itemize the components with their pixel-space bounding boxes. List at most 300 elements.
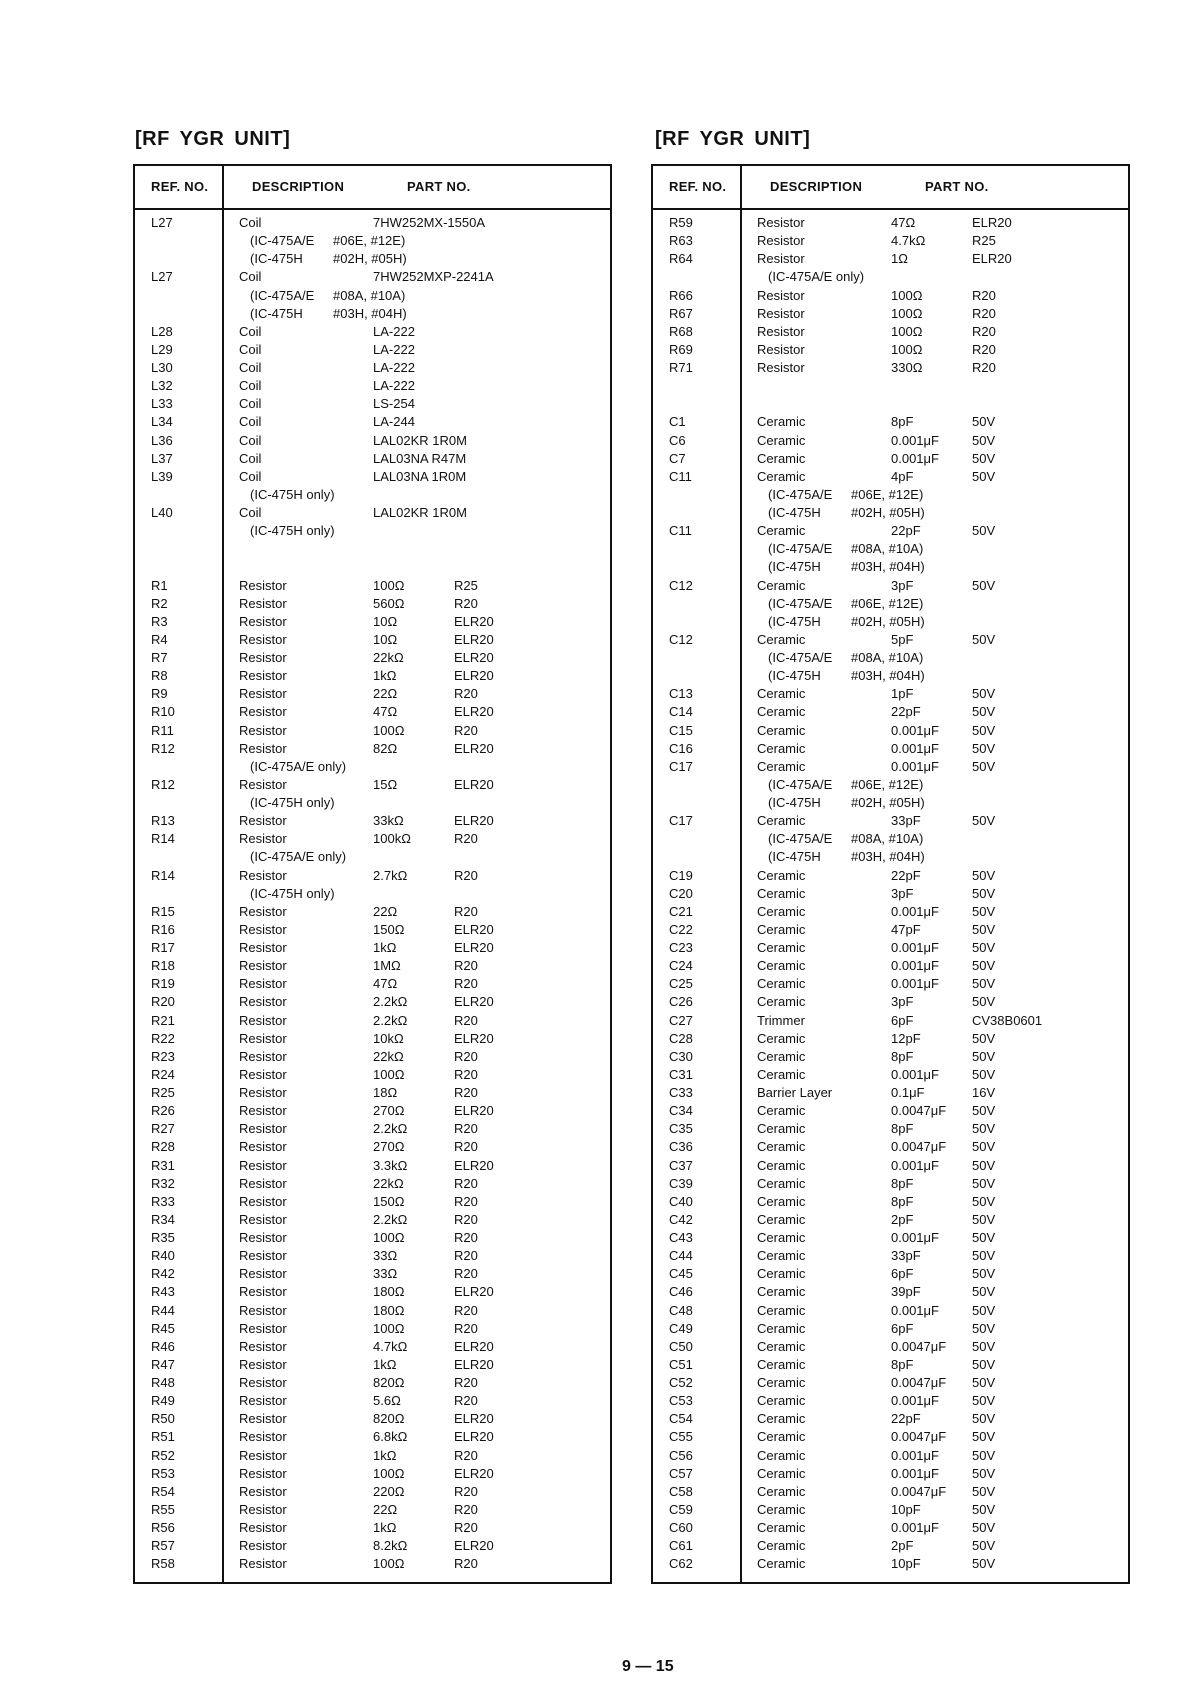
ref-no: R3 xyxy=(151,613,168,629)
value: 1pF xyxy=(891,686,914,702)
description: Ceramic xyxy=(757,704,806,720)
description: Resistor xyxy=(239,867,287,883)
ref-no: C45 xyxy=(669,1266,693,1282)
description: Resistor xyxy=(239,1338,287,1354)
part-no: 50V xyxy=(972,976,996,992)
description: Resistor xyxy=(239,903,287,919)
table-row xyxy=(653,1374,1128,1392)
value: 100Ω xyxy=(891,305,923,321)
description: Resistor xyxy=(239,740,287,756)
description: Ceramic xyxy=(757,1429,806,1445)
description: Resistor xyxy=(239,1483,287,1499)
table-row xyxy=(135,1356,610,1374)
description: Resistor xyxy=(239,1501,287,1517)
part-no: R20 xyxy=(972,305,996,321)
version-codes: #03H, #04H) xyxy=(851,849,925,865)
part-no: ELR20 xyxy=(454,994,494,1010)
model-note-row xyxy=(653,776,1128,794)
part-no: 50V xyxy=(972,958,996,974)
description: Ceramic xyxy=(757,1266,806,1282)
value: 33pF xyxy=(891,813,921,829)
table-row xyxy=(653,867,1128,885)
table-row xyxy=(135,1229,610,1247)
table-row xyxy=(653,214,1128,232)
description: Resistor xyxy=(239,722,287,738)
table-row xyxy=(135,776,610,794)
ref-no: R15 xyxy=(151,903,175,919)
description: Coil xyxy=(239,450,262,466)
table-row xyxy=(653,359,1128,377)
table-row xyxy=(653,1356,1128,1374)
part-no: 50V xyxy=(972,921,996,937)
description: Ceramic xyxy=(757,1411,806,1427)
ref-no: C59 xyxy=(669,1501,693,1517)
value: 10pF xyxy=(891,1501,921,1517)
ref-no: R58 xyxy=(151,1556,175,1572)
ref-no: C36 xyxy=(669,1139,693,1155)
description: Ceramic xyxy=(757,813,806,829)
table-row xyxy=(135,613,610,631)
table-row xyxy=(653,250,1128,268)
model-note-row xyxy=(653,268,1128,286)
part-no: 50V xyxy=(972,1356,996,1372)
part-no: 50V xyxy=(972,686,996,702)
table-row xyxy=(653,1283,1128,1301)
description: Coil xyxy=(239,341,262,357)
part-no: ELR20 xyxy=(454,650,494,665)
table-row xyxy=(653,921,1128,939)
value: 0.0047μF xyxy=(891,1338,947,1354)
ref-no: R69 xyxy=(669,341,693,357)
table-row xyxy=(653,341,1128,359)
part-no: 50V xyxy=(972,1211,996,1227)
value: 33pF xyxy=(891,1248,921,1264)
parts-table-right xyxy=(651,164,1130,1584)
value: 0.0047μF xyxy=(891,1375,947,1390)
model-note-row xyxy=(653,540,1128,558)
model-note-row xyxy=(135,848,610,866)
value: 22Ω xyxy=(373,903,398,919)
part-no: ELR20 xyxy=(454,1338,494,1354)
ref-no: C20 xyxy=(669,885,693,901)
value: 180Ω xyxy=(373,1284,405,1300)
ref-no: R48 xyxy=(151,1375,175,1390)
part-no: R20 xyxy=(454,1520,478,1535)
description: Ceramic xyxy=(757,1030,806,1046)
blank-row xyxy=(653,395,1128,413)
ref-no: R11 xyxy=(151,722,174,738)
table-row xyxy=(135,1302,610,1320)
part-no: 50V xyxy=(972,1030,996,1046)
table-row xyxy=(135,359,610,377)
part-no: ELR20 xyxy=(454,940,494,955)
table-row xyxy=(653,1410,1128,1428)
value: 100Ω xyxy=(373,1066,405,1082)
value: 47pF xyxy=(891,921,921,937)
description: Resistor xyxy=(239,1248,287,1264)
description: Ceramic xyxy=(757,686,806,702)
description: Resistor xyxy=(239,958,287,974)
value: 39pF xyxy=(891,1284,921,1300)
table-row xyxy=(135,1501,610,1519)
value: 1kΩ xyxy=(373,668,397,684)
part-no: ELR20 xyxy=(454,1356,494,1372)
ref-no: C56 xyxy=(669,1447,693,1463)
ref-no: R14 xyxy=(151,831,175,847)
value: 0.001μF xyxy=(891,1393,939,1409)
description: Ceramic xyxy=(757,1066,806,1082)
part-no: R20 xyxy=(972,323,996,339)
table-row xyxy=(653,1428,1128,1446)
ref-no: C33 xyxy=(669,1085,693,1100)
description: Ceramic xyxy=(757,1157,806,1173)
table-row xyxy=(135,395,610,413)
table-row xyxy=(135,1066,610,1084)
ref-no: R20 xyxy=(151,994,175,1010)
table-row xyxy=(135,1048,610,1066)
description: Resistor xyxy=(239,1048,287,1064)
table-row xyxy=(135,377,610,395)
value: 18Ω xyxy=(373,1085,398,1100)
table-row xyxy=(653,1084,1128,1102)
description: Resistor xyxy=(757,305,805,321)
value: 180Ω xyxy=(373,1302,405,1318)
ref-no: L39 xyxy=(151,468,173,484)
part-no: 50V xyxy=(972,450,996,466)
ref-no: R44 xyxy=(151,1302,175,1318)
model-note-row xyxy=(135,522,610,540)
table-row xyxy=(135,1537,610,1555)
ref-no: R16 xyxy=(151,921,175,937)
part-no: R20 xyxy=(454,1266,478,1282)
part-no: ELR20 xyxy=(454,813,494,829)
ref-no: C40 xyxy=(669,1193,693,1209)
ref-no: C42 xyxy=(669,1211,693,1227)
model-note: (IC-475A/E xyxy=(768,595,833,611)
header-part-no: PART NO. xyxy=(925,179,989,194)
part-no: 50V xyxy=(972,813,996,829)
value: 82Ω xyxy=(373,740,398,756)
part-no: ELR20 xyxy=(454,1538,494,1554)
ref-no: C30 xyxy=(669,1048,693,1064)
table-row xyxy=(135,450,610,468)
description: Coil xyxy=(239,468,262,484)
value: 1kΩ xyxy=(373,1520,397,1535)
ref-no: R50 xyxy=(151,1411,175,1427)
model-note: (IC-475H only) xyxy=(250,486,335,502)
value: 15Ω xyxy=(373,776,398,792)
model-note: (IC-475A/E xyxy=(768,650,833,665)
value: 0.001μF xyxy=(891,940,939,955)
part-no: R20 xyxy=(454,1066,478,1082)
table-row xyxy=(653,522,1128,540)
description: Resistor xyxy=(239,776,287,792)
ref-no: C1 xyxy=(669,414,686,430)
ref-no: R68 xyxy=(669,323,693,339)
value: 2.2kΩ xyxy=(373,1121,408,1137)
description: Resistor xyxy=(239,1465,287,1481)
version-codes: #06E, #12E) xyxy=(851,595,924,611)
description: Resistor xyxy=(239,1520,287,1535)
table-row xyxy=(135,1193,610,1211)
model-note-row xyxy=(135,758,610,776)
table-row xyxy=(653,1447,1128,1465)
value: 0.001μF xyxy=(891,1520,939,1535)
ref-no: R54 xyxy=(151,1483,175,1499)
value: 1kΩ xyxy=(373,1447,397,1463)
table-row xyxy=(653,758,1128,776)
description: Ceramic xyxy=(757,958,806,974)
description: Resistor xyxy=(239,1284,287,1300)
part-no: R20 xyxy=(454,1483,478,1499)
table-row xyxy=(653,323,1128,341)
table-row xyxy=(135,703,610,721)
ref-no: R1 xyxy=(151,577,168,593)
description: Ceramic xyxy=(757,976,806,992)
part-no: 50V xyxy=(972,1393,996,1409)
section-title-left: [RF YGR UNIT] xyxy=(135,128,291,150)
value: 820Ω xyxy=(373,1375,405,1390)
value: 22kΩ xyxy=(373,1175,404,1191)
value: 7HW252MX-1550A xyxy=(373,215,485,230)
value: 0.001μF xyxy=(891,1465,939,1481)
model-note-row xyxy=(653,595,1128,613)
value: 0.001μF xyxy=(891,450,939,466)
table-row xyxy=(653,1392,1128,1410)
table-row xyxy=(135,975,610,993)
value: 10Ω xyxy=(373,631,398,647)
description: Resistor xyxy=(239,1193,287,1209)
value: LA-244 xyxy=(373,414,415,430)
model-note: (IC-475H xyxy=(768,668,821,684)
value: 22pF xyxy=(891,704,921,720)
table-row xyxy=(653,1465,1128,1483)
table-row xyxy=(135,1283,610,1301)
description: Resistor xyxy=(239,1066,287,1082)
description: Resistor xyxy=(239,994,287,1010)
description: Ceramic xyxy=(757,1538,806,1554)
ref-no: R35 xyxy=(151,1230,175,1245)
part-no: R20 xyxy=(972,341,996,357)
value: 8pF xyxy=(891,1356,914,1372)
description: Resistor xyxy=(239,1375,287,1390)
ref-no: R27 xyxy=(151,1121,175,1137)
table-body xyxy=(135,214,610,1573)
table-row xyxy=(653,1229,1128,1247)
ref-no: R7 xyxy=(151,650,168,665)
description: Coil xyxy=(239,360,262,375)
value: 0.0047μF xyxy=(891,1483,947,1499)
ref-no: L34 xyxy=(151,414,173,430)
description: Resistor xyxy=(239,1266,287,1282)
model-note: (IC-475H xyxy=(768,795,821,810)
ref-no: C50 xyxy=(669,1338,693,1354)
value: 0.001μF xyxy=(891,903,939,919)
table-row xyxy=(135,722,610,740)
table-header xyxy=(653,166,1128,210)
part-no: ELR20 xyxy=(454,668,494,684)
ref-no: C24 xyxy=(669,958,693,974)
table-row xyxy=(653,1102,1128,1120)
value: 0.001μF xyxy=(891,740,939,756)
value: 4.7kΩ xyxy=(373,1338,408,1354)
table-row xyxy=(653,722,1128,740)
description: Coil xyxy=(239,414,262,430)
description: Coil xyxy=(239,269,262,285)
value: 22kΩ xyxy=(373,650,404,665)
model-note-row xyxy=(135,305,610,323)
ref-no: R56 xyxy=(151,1520,175,1535)
version-codes: #06E, #12E) xyxy=(333,233,406,249)
description: Ceramic xyxy=(757,1338,806,1354)
table-row xyxy=(135,957,610,975)
part-no: ELR20 xyxy=(454,1411,494,1427)
value: 100Ω xyxy=(373,1465,405,1481)
table-row xyxy=(653,1302,1128,1320)
part-no: R20 xyxy=(454,1393,478,1409)
model-note: (IC-475H xyxy=(250,251,303,267)
ref-no: R49 xyxy=(151,1393,175,1409)
part-no: 50V xyxy=(972,432,996,448)
ref-no: R18 xyxy=(151,958,175,974)
part-no: 50V xyxy=(972,1538,996,1554)
table-header xyxy=(135,166,610,210)
part-no: 16V xyxy=(972,1085,996,1100)
ref-no: R51 xyxy=(151,1429,175,1445)
value: 100Ω xyxy=(373,1230,405,1245)
value: 560Ω xyxy=(373,595,405,611)
value: 3.3kΩ xyxy=(373,1157,408,1173)
table-row xyxy=(653,1193,1128,1211)
table-row xyxy=(653,1211,1128,1229)
part-no: ELR20 xyxy=(454,776,494,792)
description: Resistor xyxy=(239,1429,287,1445)
part-no: 50V xyxy=(972,1284,996,1300)
value: 100Ω xyxy=(373,722,405,738)
part-no: 50V xyxy=(972,1429,996,1445)
part-no: 50V xyxy=(972,867,996,883)
model-note-row xyxy=(653,504,1128,522)
value: 6pF xyxy=(891,1266,914,1282)
part-no: 50V xyxy=(972,722,996,738)
part-no: 50V xyxy=(972,1501,996,1517)
part-no: 50V xyxy=(972,885,996,901)
value: LAL02KR 1R0M xyxy=(373,432,467,448)
table-row xyxy=(653,703,1128,721)
description: Resistor xyxy=(239,940,287,955)
part-no: R20 xyxy=(454,1447,478,1463)
value: 1kΩ xyxy=(373,1356,397,1372)
table-row xyxy=(653,740,1128,758)
model-note-row xyxy=(653,486,1128,504)
ref-no: R57 xyxy=(151,1538,175,1554)
value: 2pF xyxy=(891,1538,914,1554)
description: Resistor xyxy=(239,1538,287,1554)
description: Ceramic xyxy=(757,1175,806,1191)
value: 4.7kΩ xyxy=(891,233,926,249)
value: 22pF xyxy=(891,1411,921,1427)
part-no: 50V xyxy=(972,758,996,774)
ref-no: L37 xyxy=(151,450,173,466)
description: Resistor xyxy=(239,813,287,829)
part-no: R20 xyxy=(454,1012,478,1028)
table-row xyxy=(653,1175,1128,1193)
ref-no: L30 xyxy=(151,360,173,375)
table-row xyxy=(653,975,1128,993)
ref-no: R34 xyxy=(151,1211,175,1227)
description: Resistor xyxy=(239,1012,287,1028)
model-note-row xyxy=(135,287,610,305)
description: Ceramic xyxy=(757,1320,806,1336)
description: Resistor xyxy=(239,1157,287,1173)
part-no: 50V xyxy=(972,1048,996,1064)
ref-no: L36 xyxy=(151,432,173,448)
value: 330Ω xyxy=(891,360,923,375)
ref-no: C57 xyxy=(669,1465,693,1481)
part-no: R20 xyxy=(454,1556,478,1572)
model-note: (IC-475H xyxy=(768,559,821,575)
blank-row xyxy=(135,558,610,576)
table-body xyxy=(653,214,1128,1573)
description: Resistor xyxy=(239,1320,287,1336)
part-no: 50V xyxy=(972,704,996,720)
description: Ceramic xyxy=(757,432,806,448)
description: Resistor xyxy=(239,631,287,647)
value: 10Ω xyxy=(373,613,398,629)
description: Ceramic xyxy=(757,1211,806,1227)
header-description: DESCRIPTION xyxy=(252,179,345,194)
ref-no: C28 xyxy=(669,1030,693,1046)
value: 10kΩ xyxy=(373,1030,404,1046)
ref-no: R46 xyxy=(151,1338,175,1354)
value: 8pF xyxy=(891,1048,914,1064)
part-no: R20 xyxy=(454,1193,478,1209)
part-no: 50V xyxy=(972,577,996,593)
table-row xyxy=(135,1084,610,1102)
table-row xyxy=(653,993,1128,1011)
value: 6pF xyxy=(891,1320,914,1336)
ref-no: C34 xyxy=(669,1103,693,1119)
ref-no: C17 xyxy=(669,813,693,829)
version-codes: #06E, #12E) xyxy=(851,776,924,792)
description: Ceramic xyxy=(757,903,806,919)
value: LA-222 xyxy=(373,378,415,394)
part-no: CV38B0601 xyxy=(972,1012,1043,1028)
table-row xyxy=(135,1120,610,1138)
part-no: R20 xyxy=(972,360,996,375)
ref-no: C11 xyxy=(669,468,692,484)
part-no: R25 xyxy=(454,577,478,593)
description: Resistor xyxy=(239,1211,287,1227)
ref-no: C16 xyxy=(669,740,693,756)
description: Trimmer xyxy=(757,1012,805,1028)
ref-no: R19 xyxy=(151,976,175,992)
part-no: ELR20 xyxy=(454,631,494,647)
table-row xyxy=(135,1555,610,1573)
value: 6.8kΩ xyxy=(373,1429,408,1445)
description: Resistor xyxy=(757,233,805,249)
description: Resistor xyxy=(239,704,287,720)
version-codes: #06E, #12E) xyxy=(851,486,924,502)
model-note: (IC-475A/E only) xyxy=(250,849,347,865)
ref-no: C7 xyxy=(669,450,686,466)
part-no: R20 xyxy=(454,903,478,919)
ref-no: C46 xyxy=(669,1284,693,1300)
model-note: (IC-475H only) xyxy=(250,523,335,539)
value: 47Ω xyxy=(891,215,916,230)
part-no: 50V xyxy=(972,1230,996,1245)
part-no: R20 xyxy=(454,1501,478,1517)
